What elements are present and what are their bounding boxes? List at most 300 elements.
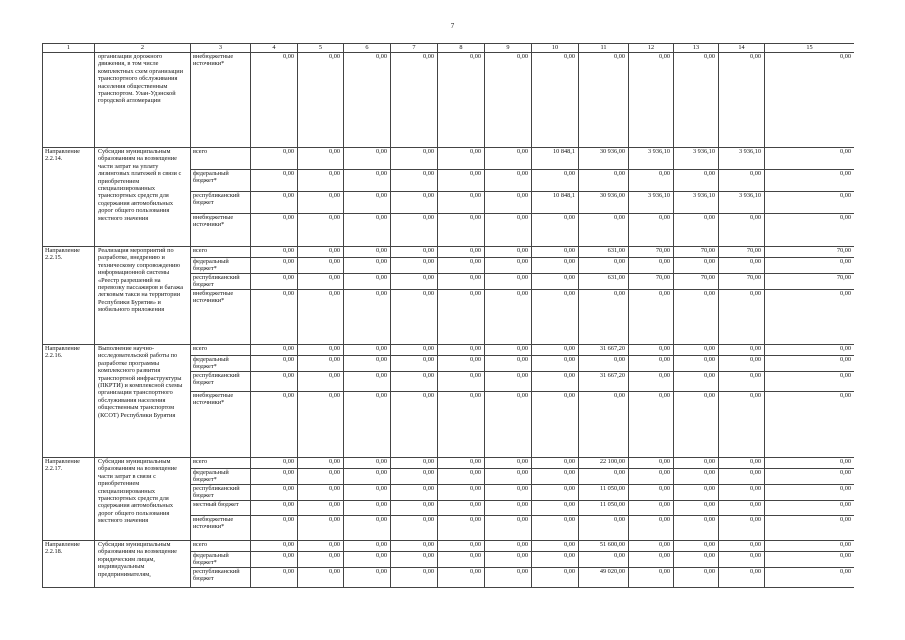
- amount-cell: 70,00: [719, 247, 765, 258]
- column-number: 15: [765, 44, 855, 53]
- amount-cell: 0,00: [674, 552, 719, 568]
- amount-cell: 0,00: [674, 392, 719, 458]
- amount-cell: 0,00: [765, 469, 855, 485]
- direction-description: Выполнение научно-исследовательской работы по разработке программы комплексного развития транспортной инфраструктуры (ПКРТИ) и комплексной схемы организации транспортного обслуживания населения общественным транспортом (КСОТ) Республики Бурятия: [95, 345, 191, 458]
- amount-cell: 0,00: [674, 258, 719, 274]
- amount-cell: 0,00: [485, 192, 532, 214]
- amount-cell: 0,00: [485, 469, 532, 485]
- amount-cell: 0,00: [532, 372, 579, 392]
- amount-cell: 0,00: [298, 541, 344, 552]
- table-row: [43, 345, 855, 356]
- amount-cell: 0,00: [532, 258, 579, 274]
- amount-cell: 0,00: [674, 214, 719, 247]
- amount-cell: 0,00: [391, 214, 438, 247]
- amount-cell: 3 936,10: [629, 192, 674, 214]
- amount-cell: 0,00: [532, 501, 579, 516]
- amount-cell: 0,00: [438, 345, 485, 356]
- amount-cell: 0,00: [391, 170, 438, 192]
- amount-cell: 0,00: [485, 247, 532, 258]
- amount-cell: 0,00: [629, 458, 674, 469]
- amount-cell: 0,00: [438, 192, 485, 214]
- amount-cell: 0,00: [344, 356, 391, 372]
- amount-cell: 0,00: [438, 392, 485, 458]
- amount-cell: 0,00: [765, 485, 855, 501]
- amount-cell: 0,00: [532, 345, 579, 356]
- column-number: 9: [485, 44, 532, 53]
- column-number: 10: [532, 44, 579, 53]
- column-number: 13: [674, 44, 719, 53]
- amount-cell: 0,00: [532, 541, 579, 552]
- amount-cell: 0,00: [719, 458, 765, 469]
- amount-cell: 0,00: [765, 258, 855, 274]
- amount-cell: 0,00: [438, 568, 485, 588]
- amount-cell: 0,00: [344, 274, 391, 290]
- amount-cell: 0,00: [298, 53, 344, 148]
- amount-cell: 3 936,10: [629, 148, 674, 170]
- amount-cell: 0,00: [532, 552, 579, 568]
- amount-cell: 0,00: [391, 258, 438, 274]
- funding-source: всего: [191, 345, 251, 356]
- amount-cell: 0,00: [391, 345, 438, 356]
- column-number: 8: [438, 44, 485, 53]
- funding-source: внебюджетные источники*: [191, 53, 251, 148]
- amount-cell: 0,00: [674, 469, 719, 485]
- funding-source: республиканский бюджет: [191, 568, 251, 588]
- amount-cell: 0,00: [532, 290, 579, 345]
- direction-description: организации дорожного движения, в том числе комплектных схем организации транспортного обслуживания населения общественным транспортом. Улан-Удэнской городской агломерации: [95, 53, 191, 148]
- amount-cell: 0,00: [344, 469, 391, 485]
- amount-cell: 0,00: [344, 148, 391, 170]
- amount-cell: 11 050,00: [579, 501, 629, 516]
- amount-cell: 0,00: [765, 148, 855, 170]
- amount-cell: 0,00: [579, 258, 629, 274]
- amount-cell: 0,00: [532, 458, 579, 469]
- amount-cell: 0,00: [344, 192, 391, 214]
- amount-cell: 0,00: [438, 469, 485, 485]
- amount-cell: 0,00: [629, 392, 674, 458]
- direction-description: Субсидии муниципальным образованиям на возмещение части затрат в связи с приобретением специализированных транспортных средств для содержания автомобильных дорог общего пользования местного значения: [95, 458, 191, 541]
- amount-cell: 0,00: [629, 568, 674, 588]
- amount-cell: 0,00: [765, 53, 855, 148]
- amount-cell: 0,00: [485, 290, 532, 345]
- amount-cell: 0,00: [485, 214, 532, 247]
- funding-source: республиканский бюджет: [191, 192, 251, 214]
- amount-cell: 10 848,1: [532, 192, 579, 214]
- amount-cell: 0,00: [298, 372, 344, 392]
- amount-cell: 0,00: [765, 392, 855, 458]
- amount-cell: 0,00: [298, 485, 344, 501]
- amount-cell: 0,00: [629, 485, 674, 501]
- direction-description: Субсидии муниципальным образованиям на возмещение юридическим лицам, индивидуальным предпринимателям,: [95, 541, 191, 588]
- amount-cell: 0,00: [719, 568, 765, 588]
- amount-cell: 0,00: [438, 170, 485, 192]
- amount-cell: 0,00: [298, 469, 344, 485]
- column-number: 5: [298, 44, 344, 53]
- funding-source: внебюджетные источники*: [191, 516, 251, 541]
- amount-cell: 0,00: [251, 458, 298, 469]
- amount-cell: 0,00: [344, 258, 391, 274]
- amount-cell: 0,00: [532, 170, 579, 192]
- amount-cell: 0,00: [438, 214, 485, 247]
- amount-cell: 0,00: [629, 541, 674, 552]
- amount-cell: 0,00: [344, 485, 391, 501]
- amount-cell: 0,00: [532, 274, 579, 290]
- amount-cell: 0,00: [579, 469, 629, 485]
- amount-cell: 3 936,10: [719, 148, 765, 170]
- amount-cell: 0,00: [298, 274, 344, 290]
- amount-cell: 0,00: [485, 170, 532, 192]
- amount-cell: 0,00: [629, 345, 674, 356]
- amount-cell: 0,00: [579, 214, 629, 247]
- amount-cell: 0,00: [251, 214, 298, 247]
- column-number: 14: [719, 44, 765, 53]
- amount-cell: 0,00: [579, 53, 629, 148]
- amount-cell: 0,00: [391, 501, 438, 516]
- amount-cell: 0,00: [532, 53, 579, 148]
- amount-cell: 0,00: [344, 458, 391, 469]
- amount-cell: 70,00: [674, 247, 719, 258]
- amount-cell: 70,00: [765, 247, 855, 258]
- amount-cell: 0,00: [485, 372, 532, 392]
- amount-cell: 0,00: [532, 392, 579, 458]
- amount-cell: 0,00: [438, 501, 485, 516]
- amount-cell: 0,00: [674, 345, 719, 356]
- amount-cell: 0,00: [438, 148, 485, 170]
- amount-cell: 3 936,10: [719, 192, 765, 214]
- table-row: [43, 247, 855, 258]
- amount-cell: 0,00: [344, 392, 391, 458]
- amount-cell: 0,00: [629, 356, 674, 372]
- amount-cell: 0,00: [765, 170, 855, 192]
- amount-cell: 0,00: [674, 485, 719, 501]
- budget-table-sheet: [42, 43, 854, 595]
- amount-cell: 0,00: [532, 516, 579, 541]
- amount-cell: 0,00: [629, 552, 674, 568]
- amount-cell: 0,00: [485, 148, 532, 170]
- amount-cell: 0,00: [391, 541, 438, 552]
- amount-cell: 0,00: [251, 356, 298, 372]
- amount-cell: 0,00: [629, 469, 674, 485]
- amount-cell: 0,00: [485, 568, 532, 588]
- amount-cell: 0,00: [532, 356, 579, 372]
- amount-cell: 0,00: [391, 458, 438, 469]
- amount-cell: 0,00: [765, 568, 855, 588]
- amount-cell: 0,00: [765, 372, 855, 392]
- amount-cell: 0,00: [391, 274, 438, 290]
- amount-cell: 0,00: [719, 345, 765, 356]
- amount-cell: 0,00: [485, 392, 532, 458]
- amount-cell: 3 936,10: [674, 148, 719, 170]
- amount-cell: 0,00: [485, 516, 532, 541]
- amount-cell: 0,00: [251, 568, 298, 588]
- amount-cell: 0,00: [438, 372, 485, 392]
- amount-cell: 0,00: [298, 356, 344, 372]
- amount-cell: 0,00: [344, 247, 391, 258]
- amount-cell: 0,00: [251, 290, 298, 345]
- amount-cell: 0,00: [251, 258, 298, 274]
- funding-source: федеральный бюджет*: [191, 552, 251, 568]
- amount-cell: 0,00: [674, 53, 719, 148]
- column-number-row: [43, 44, 855, 53]
- amount-cell: 0,00: [344, 552, 391, 568]
- amount-cell: 0,00: [485, 274, 532, 290]
- amount-cell: 0,00: [629, 501, 674, 516]
- amount-cell: 631,00: [579, 247, 629, 258]
- funding-source: республиканский бюджет: [191, 485, 251, 501]
- amount-cell: 0,00: [765, 356, 855, 372]
- amount-cell: 0,00: [298, 214, 344, 247]
- amount-cell: 0,00: [765, 541, 855, 552]
- column-number: 1: [43, 44, 95, 53]
- amount-cell: 0,00: [674, 458, 719, 469]
- amount-cell: 0,00: [438, 274, 485, 290]
- amount-cell: 10 848,1: [532, 148, 579, 170]
- column-number: 11: [579, 44, 629, 53]
- amount-cell: 0,00: [674, 170, 719, 192]
- table-row: [43, 541, 855, 552]
- funding-source: федеральный бюджет*: [191, 469, 251, 485]
- amount-cell: 3 936,10: [674, 192, 719, 214]
- amount-cell: 0,00: [344, 541, 391, 552]
- amount-cell: 0,00: [765, 501, 855, 516]
- funding-source: всего: [191, 148, 251, 170]
- amount-cell: 0,00: [485, 541, 532, 552]
- amount-cell: 0,00: [719, 392, 765, 458]
- funding-source: всего: [191, 458, 251, 469]
- column-number: 6: [344, 44, 391, 53]
- amount-cell: 31 667,20: [579, 372, 629, 392]
- amount-cell: 70,00: [629, 274, 674, 290]
- amount-cell: 0,00: [391, 568, 438, 588]
- direction-code: Направление 2.2.16.: [43, 345, 95, 458]
- amount-cell: 0,00: [579, 552, 629, 568]
- amount-cell: 22 100,00: [579, 458, 629, 469]
- amount-cell: 0,00: [532, 568, 579, 588]
- amount-cell: 0,00: [532, 469, 579, 485]
- amount-cell: 631,00: [579, 274, 629, 290]
- amount-cell: 0,00: [438, 541, 485, 552]
- funding-source: республиканский бюджет: [191, 372, 251, 392]
- amount-cell: 0,00: [391, 192, 438, 214]
- amount-cell: 0,00: [251, 192, 298, 214]
- amount-cell: 0,00: [719, 258, 765, 274]
- column-number: 7: [391, 44, 438, 53]
- amount-cell: 0,00: [298, 148, 344, 170]
- amount-cell: 0,00: [251, 392, 298, 458]
- amount-cell: 0,00: [629, 516, 674, 541]
- amount-cell: 0,00: [719, 170, 765, 192]
- amount-cell: 0,00: [298, 501, 344, 516]
- direction-code: Направление 2.2.18.: [43, 541, 95, 588]
- amount-cell: 31 667,20: [579, 345, 629, 356]
- amount-cell: 0,00: [438, 258, 485, 274]
- budget-table: [42, 43, 854, 588]
- amount-cell: 0,00: [719, 485, 765, 501]
- amount-cell: 0,00: [438, 53, 485, 148]
- amount-cell: 0,00: [674, 568, 719, 588]
- amount-cell: 0,00: [391, 485, 438, 501]
- amount-cell: 0,00: [629, 214, 674, 247]
- amount-cell: 0,00: [629, 258, 674, 274]
- amount-cell: 0,00: [719, 501, 765, 516]
- amount-cell: 0,00: [719, 552, 765, 568]
- amount-cell: 0,00: [629, 170, 674, 192]
- funding-source: федеральный бюджет*: [191, 258, 251, 274]
- amount-cell: 0,00: [532, 485, 579, 501]
- amount-cell: 0,00: [765, 345, 855, 356]
- amount-cell: 0,00: [251, 247, 298, 258]
- column-number: 12: [629, 44, 674, 53]
- amount-cell: 70,00: [674, 274, 719, 290]
- amount-cell: 0,00: [344, 372, 391, 392]
- amount-cell: 0,00: [765, 552, 855, 568]
- direction-code: [43, 53, 95, 148]
- funding-source: всего: [191, 247, 251, 258]
- amount-cell: 0,00: [251, 53, 298, 148]
- amount-cell: 0,00: [251, 516, 298, 541]
- amount-cell: 0,00: [438, 458, 485, 469]
- amount-cell: 0,00: [485, 356, 532, 372]
- amount-cell: 0,00: [629, 290, 674, 345]
- amount-cell: 0,00: [532, 214, 579, 247]
- funding-source: республиканский бюджет: [191, 274, 251, 290]
- table-row: [43, 458, 855, 469]
- amount-cell: 0,00: [674, 516, 719, 541]
- amount-cell: 0,00: [765, 290, 855, 345]
- amount-cell: 0,00: [251, 372, 298, 392]
- amount-cell: 0,00: [298, 458, 344, 469]
- amount-cell: 0,00: [438, 290, 485, 345]
- amount-cell: 0,00: [485, 345, 532, 356]
- amount-cell: 0,00: [579, 356, 629, 372]
- amount-cell: 0,00: [438, 516, 485, 541]
- amount-cell: 0,00: [485, 258, 532, 274]
- amount-cell: 0,00: [485, 552, 532, 568]
- amount-cell: 0,00: [344, 290, 391, 345]
- amount-cell: 0,00: [719, 290, 765, 345]
- amount-cell: 0,00: [719, 372, 765, 392]
- amount-cell: 0,00: [485, 485, 532, 501]
- funding-source: всего: [191, 541, 251, 552]
- amount-cell: 0,00: [391, 247, 438, 258]
- amount-cell: 0,00: [765, 192, 855, 214]
- amount-cell: 0,00: [765, 516, 855, 541]
- amount-cell: 0,00: [344, 170, 391, 192]
- amount-cell: 0,00: [251, 274, 298, 290]
- amount-cell: 0,00: [391, 552, 438, 568]
- amount-cell: 0,00: [344, 568, 391, 588]
- amount-cell: 0,00: [391, 53, 438, 148]
- amount-cell: 11 050,00: [579, 485, 629, 501]
- amount-cell: 0,00: [298, 516, 344, 541]
- amount-cell: 0,00: [765, 458, 855, 469]
- amount-cell: 0,00: [674, 356, 719, 372]
- amount-cell: 0,00: [251, 485, 298, 501]
- amount-cell: 0,00: [629, 53, 674, 148]
- amount-cell: 0,00: [719, 53, 765, 148]
- amount-cell: 0,00: [298, 392, 344, 458]
- amount-cell: 0,00: [251, 345, 298, 356]
- amount-cell: 51 600,00: [579, 541, 629, 552]
- amount-cell: 0,00: [719, 469, 765, 485]
- amount-cell: 0,00: [391, 356, 438, 372]
- amount-cell: 0,00: [298, 170, 344, 192]
- amount-cell: 30 936,00: [579, 192, 629, 214]
- amount-cell: 0,00: [719, 541, 765, 552]
- amount-cell: 0,00: [674, 290, 719, 345]
- amount-cell: 0,00: [579, 516, 629, 541]
- amount-cell: 0,00: [391, 469, 438, 485]
- amount-cell: 0,00: [298, 345, 344, 356]
- funding-source: внебюджетные источники*: [191, 290, 251, 345]
- amount-cell: 0,00: [298, 258, 344, 274]
- amount-cell: 0,00: [674, 541, 719, 552]
- amount-cell: 0,00: [719, 214, 765, 247]
- direction-code: Направление 2.2.17.: [43, 458, 95, 541]
- amount-cell: 0,00: [344, 53, 391, 148]
- column-number: 2: [95, 44, 191, 53]
- amount-cell: 0,00: [629, 372, 674, 392]
- funding-source: внебюджетные источники*: [191, 392, 251, 458]
- column-number: 3: [191, 44, 251, 53]
- amount-cell: 0,00: [344, 516, 391, 541]
- amount-cell: 0,00: [674, 501, 719, 516]
- amount-cell: 0,00: [344, 345, 391, 356]
- amount-cell: 0,00: [579, 170, 629, 192]
- amount-cell: 0,00: [485, 501, 532, 516]
- amount-cell: 0,00: [251, 170, 298, 192]
- funding-source: федеральный бюджет*: [191, 170, 251, 192]
- table-row: [43, 53, 855, 148]
- amount-cell: 0,00: [438, 552, 485, 568]
- table-row: [43, 148, 855, 170]
- amount-cell: 0,00: [298, 290, 344, 345]
- direction-description: Реализация мероприятий по разработке, внедрению и техническому сопровождению информационной системы «Реестр разрешений на перевозку пассажиров и багажа легковым такси на территории Республики Бурятия» и мобильного приложения: [95, 247, 191, 345]
- amount-cell: 0,00: [438, 485, 485, 501]
- amount-cell: 0,00: [485, 53, 532, 148]
- amount-cell: 49 020,00: [579, 568, 629, 588]
- amount-cell: 0,00: [765, 214, 855, 247]
- amount-cell: 0,00: [719, 516, 765, 541]
- amount-cell: 70,00: [765, 274, 855, 290]
- amount-cell: 0,00: [298, 192, 344, 214]
- amount-cell: 0,00: [344, 214, 391, 247]
- funding-source: федеральный бюджет*: [191, 356, 251, 372]
- amount-cell: 0,00: [391, 372, 438, 392]
- amount-cell: 0,00: [438, 247, 485, 258]
- amount-cell: 0,00: [391, 516, 438, 541]
- amount-cell: 0,00: [579, 290, 629, 345]
- amount-cell: 0,00: [251, 541, 298, 552]
- amount-cell: 0,00: [579, 392, 629, 458]
- amount-cell: 0,00: [532, 247, 579, 258]
- amount-cell: 0,00: [438, 356, 485, 372]
- amount-cell: 0,00: [391, 290, 438, 345]
- amount-cell: 0,00: [251, 501, 298, 516]
- funding-source: местный бюджет: [191, 501, 251, 516]
- direction-code: Направление 2.2.15.: [43, 247, 95, 345]
- amount-cell: 70,00: [629, 247, 674, 258]
- amount-cell: 0,00: [298, 552, 344, 568]
- amount-cell: 0,00: [674, 372, 719, 392]
- direction-description: Субсидии муниципальным образованиям на возмещение части затрат на уплату лизинговых платежей в связи с приобретением специализированных транспортных средств для содержания автомобильных дорог общего пользования местного значения: [95, 148, 191, 247]
- amount-cell: 0,00: [251, 552, 298, 568]
- amount-cell: 0,00: [391, 148, 438, 170]
- amount-cell: 0,00: [298, 568, 344, 588]
- amount-cell: 0,00: [391, 392, 438, 458]
- funding-source: внебюджетные источники*: [191, 214, 251, 247]
- amount-cell: 0,00: [251, 148, 298, 170]
